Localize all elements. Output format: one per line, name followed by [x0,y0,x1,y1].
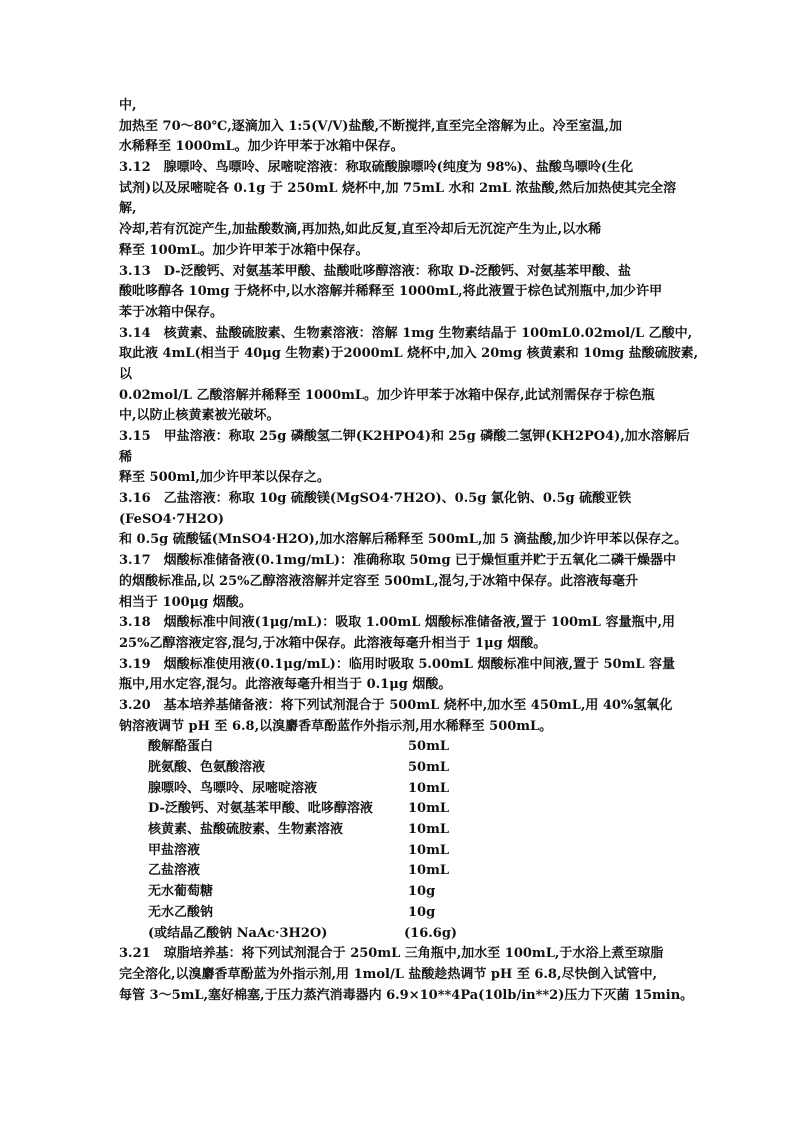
reagent-row [119,737,679,758]
text-line: 中,以防止核黄素被光破坏。 [119,408,280,424]
reagent-amount: 10g [408,884,436,900]
text-line: 相当于 100μg 烟酸。 [119,594,252,610]
reagent-name: 酸解酪蛋白 [148,739,214,755]
text-line: 释至 500ml,加少许甲苯以保存之。 [119,470,330,486]
reagent-row [119,799,679,820]
text-line: 加热至 70～80℃,逐滴加入 1:5(V/V)盐酸,不断搅拌,直至完全溶解为止。冷至室温,加 [119,118,623,134]
reagent-amount: 10mL [408,780,449,796]
text-line: 3.19 烟酸标准使用液(0.1μg/mL)：临用时吸取 5.00mL 烟酸标准中间液,置于 50mL 容量 [119,656,676,672]
reagent-amount: 10mL [408,801,449,817]
reagent-row [119,779,679,800]
text-line: 3.20 基本培养基储备液：将下列试剂混合于 500mL 烧杯中,加水至 450mL,用 40%氢氧化 [119,697,673,713]
text-line: 释至 100mL。加少许甲苯于冰箱中保存。 [119,242,369,258]
text-line: 0.02mol/L 乙酸溶解并稀释至 1000mL。加少许甲苯于冰箱中保存,此试剂需保存于棕色瓶 [119,387,655,403]
text-line: 稀 [119,449,133,465]
reagent-name: (或结晶乙酸钠 NaAc·3H2O) [148,925,328,941]
reagent-name: 甲盐溶液 [148,842,201,858]
text-line: 以 [119,366,133,382]
text-line: 取此液 4mL(相当于 40μg 生物素)于2000mL 烧杯中,加入 20mg 核黄素和 10mg 盐酸硫胺素, [119,346,699,362]
text-line: 3.17 烟酸标准储备液(0.1mg/mL)：准确称取 50mg 已于燥恒重并贮于五氧化二磷干燥器中 [119,553,677,569]
text-line: 酸吡哆醇各 10mg 于烧杯中,以水溶解并稀释至 1000mL,将此液置于棕色试剂瓶中,加少许甲 [119,284,663,300]
body-text [119,96,699,737]
reagent-name: 乙盐溶液 [148,863,201,879]
text-line: 3.21 琼脂培养基：将下列试剂混合于 250mL 三角瓶中,加水至 100mL,于水浴上煮至琼脂 [119,946,664,962]
reagent-row [119,882,679,903]
text-line: 的烟酸标准品,以 25%乙醇溶液溶解并定容至 500mL,混匀,于冰箱中保存。此溶液每毫升 [119,573,639,589]
reagent-name: D-泛酸钙、对氨基苯甲酸、吡哆醇溶液 [148,801,373,817]
text-line: 瓶中,用水定容,混匀。此溶液每毫升相当于 0.1μg 烟酸。 [119,677,452,693]
text-line: 钠溶液调节 pH 至 6.8,以溴麝香草酚蓝作外指示剂,用水稀释至 500mL。 [119,718,553,734]
reagent-row [119,903,679,924]
text-line: 解, [119,201,137,217]
text-line: 和 0.5g 硫酸锰(MnSO4·H2O),加水溶解后稀释至 500mL,加 5 滴盐酸,加少许甲苯以保存之。 [119,532,688,548]
text-line: 3.16 乙盐溶液：称取 10g 硫酸镁(MgSO4·7H2O)、0.5g 氯化钠、0.5g 硫酸亚铁 [119,491,632,507]
reagent-row [119,820,679,841]
text-line: 3.13 D-泛酸钙、对氨基苯甲酸、盐酸吡哆醇溶液：称取 D-泛酸钙、对氨基苯甲酸、盐 [119,263,632,279]
text-line: 冷却,若有沉淀产生,加盐酸数滴,再加热,如此反复,直至冷却后无沉淀产生为止,以水稀 [119,222,602,238]
text-line: 3.12 腺嘌呤、鸟嘌呤、尿嘧啶溶液：称取硫酸腺嘌呤(纯度为 98%)、盐酸鸟嘌呤(生化 [119,160,634,176]
reagent-name: 核黄素、盐酸硫胺素、生物素溶液 [148,822,344,838]
text-line: 3.14 核黄素、盐酸硫胺素、生物素溶液：溶解 1mg 生物素结晶于 100mL0.02mol/L 乙酸中, [119,325,693,341]
reagent-amount: 10g [408,904,436,920]
reagent-amount: 10mL [408,822,449,838]
reagent-amount: 50mL [408,760,449,775]
reagent-row [119,758,679,779]
text-line: 试剂)以及尿嘧啶各 0.1g 于 250mL 烧杯中,加 75mL 水和 2mL 浓盐酸,然后加热使其完全溶 [119,180,677,196]
reagent-amount: (16.6g) [404,925,458,941]
reagent-name: 无水葡萄糖 [148,884,214,900]
text-line: 中, [119,98,137,113]
text-line: 3.18 烟酸标准中间液(1μg/mL)：吸取 1.00mL 烟酸标准储备液,置于 100mL 容量瓶中,用 [119,615,676,631]
reagent-amount: 10mL [408,842,449,858]
tail-text [119,944,694,1006]
text-line: (FeSO4·7H2O) [119,511,225,527]
reagent-row [119,861,679,882]
text-line: 苯于冰箱中保存。 [119,304,224,320]
text-line: 水稀释至 1000mL。加少许甲苯于冰箱中保存。 [119,139,404,155]
reagent-table [119,737,679,944]
reagent-name: 胱氨酸、色氨酸溶液 [148,760,266,775]
reagent-name: 无水乙酸钠 [148,904,214,920]
text-line: 3.15 甲盐溶液：称取 25g 磷酸氢二钾(K2HPO4)和 25g 磷酸二氢钾(KH2PO4),加水溶解后 [119,429,690,444]
reagent-row [119,924,679,945]
text-line: 25%乙醇溶液定容,混匀,于冰箱中保存。此溶液每毫升相当于 1μg 烟酸。 [119,635,547,651]
reagent-amount: 10mL [408,863,449,879]
reagent-row [119,841,679,862]
document-page [119,96,699,1006]
text-line: 每管 3～5mL,塞好棉塞,于压力蒸汽消毒器内 6.9×10**4Pa(10lb/in**2)压力下灭菌 15min。 [119,987,694,1003]
reagent-name: 腺嘌呤、鸟嘌呤、尿嘧啶溶液 [148,780,318,796]
reagent-amount: 50mL [408,739,449,755]
text-line: 完全溶化,以溴麝香草酚蓝为外指示剂,用 1mol/L 盐酸趁热调节 pH 至 6.8,尽快倒入试管中, [119,966,658,982]
